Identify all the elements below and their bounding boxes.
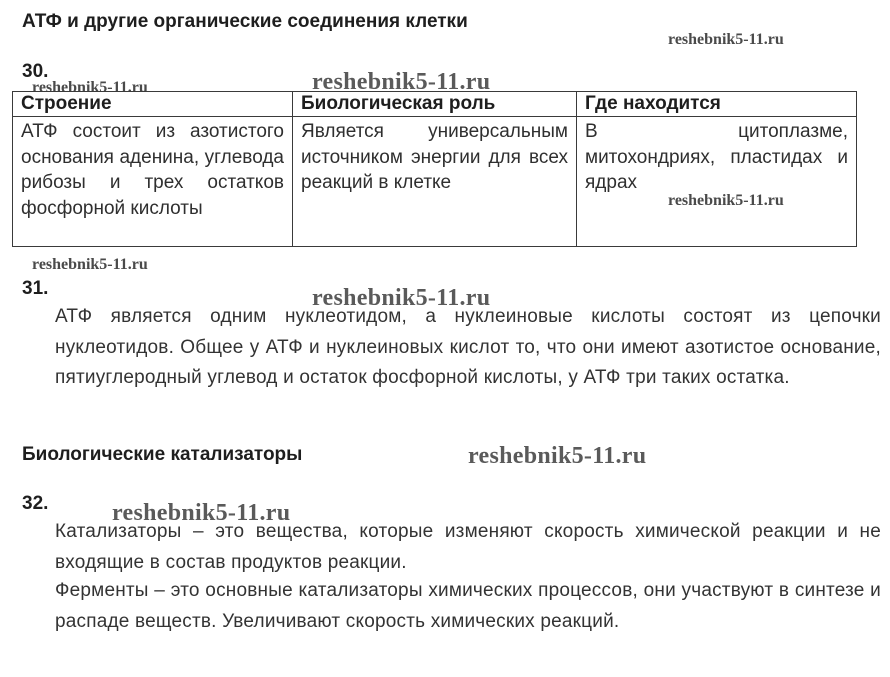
- cell-biological-role: Является универсальным источником энергии для всех реакций в клетке: [293, 117, 577, 247]
- watermark: reshebnik5-11.ru: [312, 69, 491, 95]
- header-structure: Строение: [13, 92, 293, 117]
- cell-location: В цитоплазме, митохондриях, пластидах и ядрах: [577, 117, 857, 247]
- watermark: reshebnik5-11.ru: [668, 31, 784, 48]
- cell-structure: АТФ состоит из азотистого основания аденина, углевода рибозы и трех остатков фосфорной кислоты: [13, 117, 293, 247]
- table-row: [13, 117, 857, 247]
- header-biological-role: Биологическая роль: [293, 92, 577, 117]
- task-31-number: 31.: [22, 278, 49, 299]
- section-title-atp: АТФ и другие органические соединения клетки: [22, 11, 468, 32]
- task-32-paragraph-1: Катализаторы – это вещества, которые изменяют скорость химической реакции и не входящие в состав продуктов реакции.: [55, 521, 881, 573]
- watermark: reshebnik5-11.ru: [112, 500, 291, 526]
- task-30-number: 30.: [22, 61, 49, 82]
- watermark: reshebnik5-11.ru: [468, 443, 647, 469]
- task-32-paragraph-2: Ферменты – это основные катализаторы химических процессов, они участвуют в синтезе и распаде веществ. Увеличивают скорость химических реакций.: [55, 580, 881, 632]
- watermark: reshebnik5-11.ru: [668, 192, 784, 209]
- watermark: reshebnik5-11.ru: [32, 256, 148, 273]
- task-32-number: 32.: [22, 493, 49, 514]
- section-title-catalysts: Биологические катализаторы: [22, 444, 303, 465]
- atp-table: [12, 91, 857, 247]
- task-31-answer: АТФ является одним нуклеотидом, а нуклеиновые кислоты состоят из цепочки нуклеотидов. Общее у АТФ и нуклеиновых кислот то, что они имеют азотистое основание, пятиуглеродный углевод и остаток фосфорной кислоты, у АТФ три таких остатка.: [55, 306, 881, 388]
- table-header-row: [13, 92, 857, 117]
- header-location: Где находится: [577, 92, 857, 117]
- watermark: reshebnik5-11.ru: [312, 285, 491, 311]
- watermark: reshebnik5-11.ru: [32, 79, 148, 96]
